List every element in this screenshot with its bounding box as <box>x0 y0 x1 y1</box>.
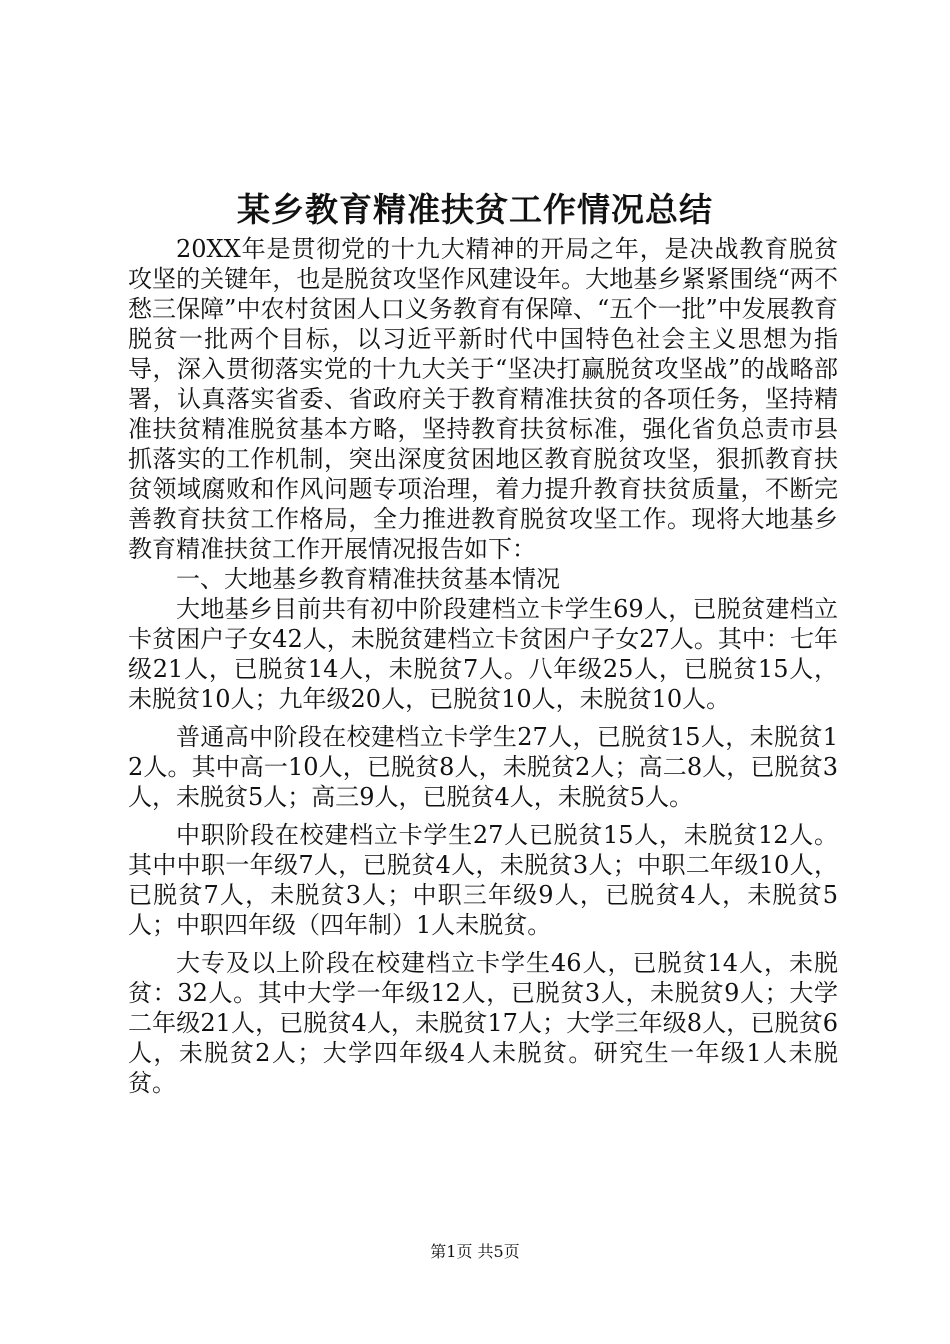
intro-paragraph: 20XX年是贯彻党的十九大精神的开局之年，是决战教育脱贫攻坚的关键年，也是脱贫攻坚作风建设年。大地基乡紧紧围绕“两不愁三保障”中农村贫困人口义务教育有保障、“五个一批”中发展教育脱贫一批两个目标，以习近平新时代中国特色社会主义思想为指导，深入贯彻落实党的十九大关于“坚决打赢脱贫攻坚战”的战略部署，认真落实省委、省政府关于教育精准扶贫的各项任务，坚持精准扶贫精准脱贫基本方略，坚持教育扶贫标准，强化省负总责市县抓落实的工作机制，突出深度贫困地区教育脱贫攻坚，狠抓教育扶贫领域腐败和作风问题专项治理，着力提升教育扶贫质量，不断完善教育扶贫工作格局，全力推进教育脱贫攻坚工作。现将大地基乡教育精准扶贫工作开展情况报告如下： <box>128 235 838 563</box>
paragraph-junior-high: 大地基乡目前共有初中阶段建档立卡学生69人，已脱贫建档立卡贫困户子女42人，未脱贫建档立卡贫困户子女27人。其中：七年级21人，已脱贫14人，未脱贫7人。八年级25人，已脱贫15人，未脱贫10人；九年级20人，已脱贫10人，未脱贫10人。 <box>128 595 838 713</box>
paragraph-vocational: 中职阶段在校建档立卡学生27人已脱贫15人，未脱贫12人。其中中职一年级7人，已脱贫4人，未脱贫3人；中职二年级10人，已脱贫7人，未脱贫3人；中职三年级9人，已脱贫4人，未脱贫5人；中职四年级（四年制）1人未脱贫。 <box>128 821 838 939</box>
page-footer: 第1页 共5页 <box>430 1242 520 1261</box>
section-heading-1: 一、大地基乡教育精准扶贫基本情况 <box>176 565 560 593</box>
paragraph-college: 大专及以上阶段在校建档立卡学生46人，已脱贫14人，未脱贫：32人。其中大学一年级12人，已脱贫3人，未脱贫9人；大学二年级21人，已脱贫4人，未脱贫17人；大学三年级8人，已脱贫6人，未脱贫2人；大学四年级4人未脱贫。研究生一年级1人未脱贫。 <box>128 949 838 1097</box>
document-body <box>128 234 838 1098</box>
document-title: 某乡教育精准扶贫工作情况总结 <box>237 190 713 229</box>
paragraph-senior-high: 普通高中阶段在校建档立卡学生27人，已脱贫15人，未脱贫12人。其中高一10人，已脱贫8人，未脱贫2人；高二8人，已脱贫3人，未脱贫5人；高三9人，已脱贫4人，未脱贫5人。 <box>128 723 838 811</box>
